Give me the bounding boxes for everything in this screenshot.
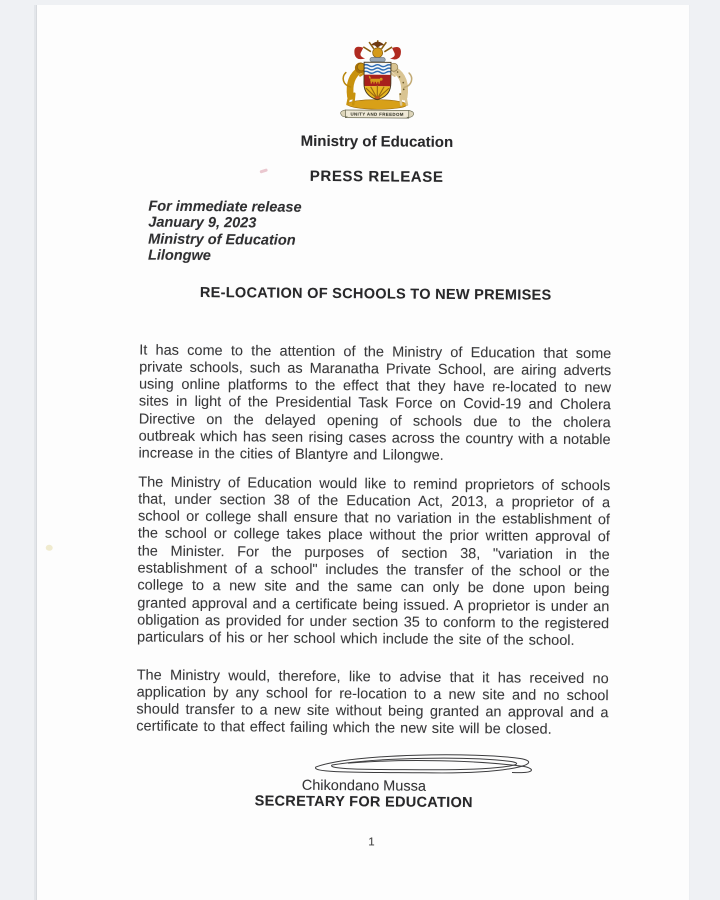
- release-info: [148, 199, 620, 268]
- release-info-line: January 9, 2023: [148, 214, 257, 232]
- signature-flourish: [288, 747, 538, 781]
- mantling-left-icon: [354, 47, 365, 60]
- body-paragraph: It has come to the attention of the Ministry of Education that some private schools, such as Maranatha Private School, are airing adverts using online platforms to the effect that they have re-located to new sites in light of the Presidential Task Force on Covid-19 and Cholera Directive on the delayed opening of schools due to the cholera outbreak which has seen rising cases across the country with a notable increase in the cities of Blantyre and Lilongwe.: [138, 342, 612, 465]
- scan-artifact: [46, 545, 53, 551]
- shield-icon: [363, 62, 392, 102]
- crest-sun-icon: [373, 48, 383, 58]
- release-info-line: For immediate release: [148, 198, 302, 216]
- signature-block: [136, 745, 608, 812]
- emblem-container: [141, 36, 614, 137]
- page-number: 1: [368, 836, 375, 849]
- malawi-coat-of-arms: [324, 37, 431, 130]
- signatory-role: SECRETARY FOR EDUCATION: [254, 793, 473, 812]
- document-page: [34, 5, 690, 900]
- mound-icon: [347, 99, 406, 109]
- signatory-name: Chikondano Mussa: [301, 777, 426, 795]
- press-release-heading: PRESS RELEASE: [309, 167, 444, 186]
- document-title: RE-LOCATION OF SCHOOLS TO NEW PREMISES: [199, 284, 552, 304]
- emblem-motto-text: UNITY AND FREEDOM: [350, 111, 404, 117]
- mantling-right-icon: [390, 47, 401, 60]
- body-paragraph: The Ministry of Education would like to remind proprietors of schools that, under section 38 of the Education Act, 2013, a proprietor of a school or college shall ensure that no variation in the establishment of the school or college takes place without the prior written approval of the Minister. For the purposes of section 38, "variation in the establishment of a school" includes the transfer of the school or the college to a new site and the same can only be done upon being granted approval and a certificate being issued. A proprietor is under an obligation as provided for under section 35 to conform to the registered particulars of his or her school which include the site of the school.: [136, 474, 611, 650]
- release-info-line: Ministry of Education: [148, 231, 296, 249]
- body-paragraph: The Ministry would, therefore, like to advise that it has received no application by any school for re-location to a new site and no school should transfer to a new site without being granted an approval and a certificate to that effect failing which the new site will be closed.: [136, 666, 609, 739]
- helmet-icon: [370, 57, 385, 61]
- leopard-supporter-icon: [389, 63, 412, 105]
- page-content: [29, 5, 690, 900]
- lion-supporter-icon: [343, 62, 366, 104]
- ministry-name: Ministry of Education: [300, 132, 454, 151]
- motto-banner: [341, 110, 414, 118]
- release-info-line: Lilongwe: [147, 247, 211, 264]
